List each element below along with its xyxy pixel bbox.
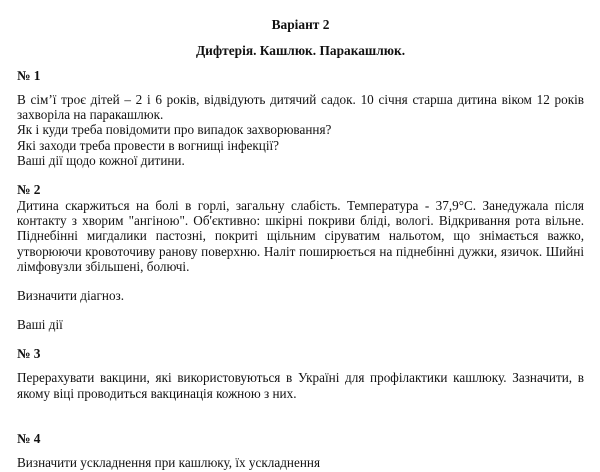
topic-title: Дифтерія. Кашлюк. Паракашлюк. [195, 43, 406, 58]
task-3 [17, 346, 584, 400]
task-question: Як і куди треба повідомити про випадок захворювання? [17, 122, 332, 138]
task-actions: Ваші дії [17, 317, 63, 333]
task-text: Дитина скаржиться на болі в горлі, загальну слабість. Температура - 37,9°С. Занедужала після контакту з хворим "ангіною". Об'єктивно: шкірні покриви бліді, вологі. Відкривання рота вільне. Піднебінні мигдалики пастозні, покриті щільним сіруватим нальотом, що знімається важко, утворюючи кровоточиву ранову поверхню. Наліт поширюється на піднебінні дужки, язичок. Шийні лімфовузли збільшені, болючі. [17, 198, 584, 274]
task-diagnosis: Визначити діагноз. [17, 288, 125, 304]
task-number: № 1 [17, 68, 41, 83]
task-number: № 4 [17, 430, 41, 446]
task-4 [17, 431, 584, 470]
task-text: В сім’ї троє дітей – 2 і 6 років, відвідують дитячий садок. 10 січня старша дитина віком 12 років захворіла на паракашлюк. [17, 92, 584, 123]
task-number: № 3 [17, 346, 41, 362]
task-question: Ваші дії щодо кожної дитини. [17, 152, 185, 168]
task-2 [17, 182, 584, 332]
task-number: № 2 [17, 182, 41, 198]
task-text: Визначити ускладнення при кашлюку, їх ускладнення [17, 454, 321, 470]
task-question: Які заходи треба провести в вогнищі інфекції? [17, 137, 280, 153]
variant-title: Варіант 2 [271, 17, 330, 32]
task-1 [17, 68, 584, 168]
task-text: Перерахувати вакцини, які використовуються в Україні для профілактики кашлюку. Зазначити, в якому віці проводиться вакцинація кожною з них. [17, 370, 584, 401]
